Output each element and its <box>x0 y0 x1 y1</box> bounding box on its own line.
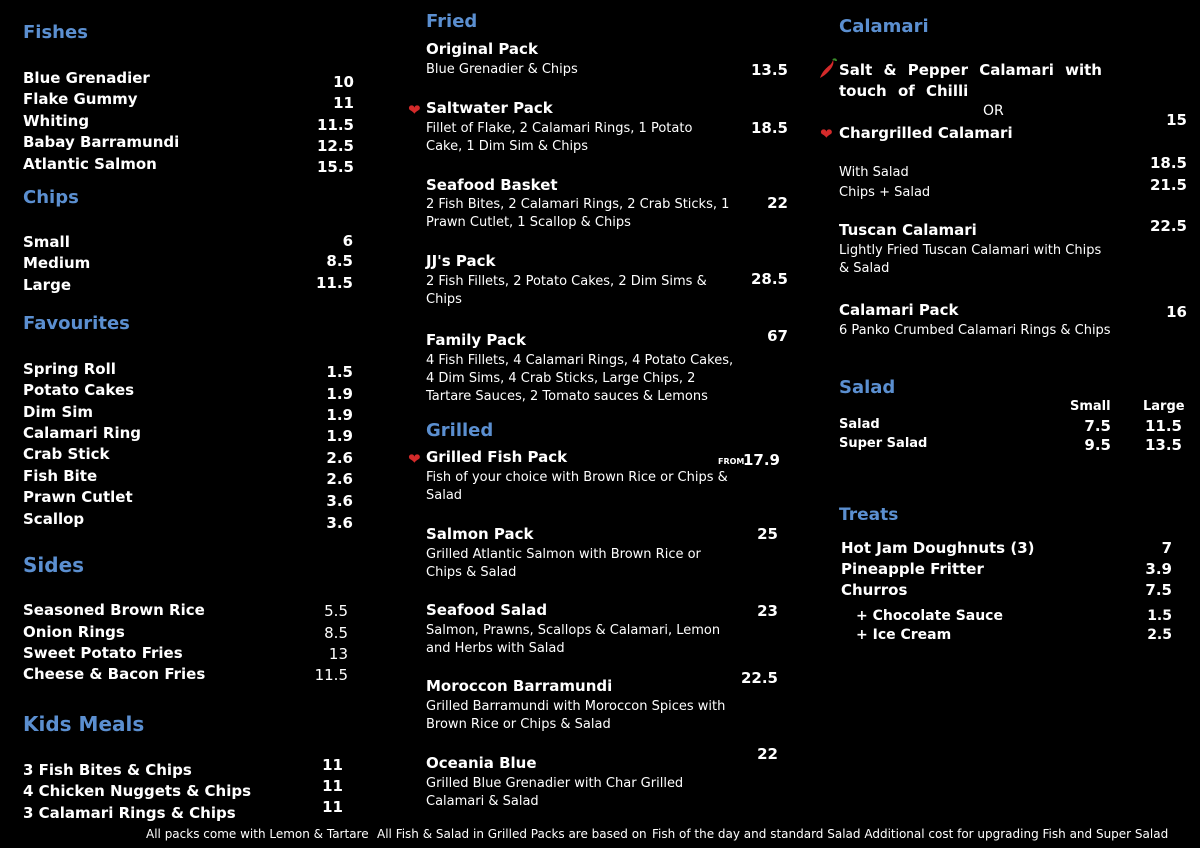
menu-item-name: Saltwater Pack <box>426 99 553 117</box>
list-item: Fish Bite <box>23 467 98 485</box>
list-item: Babay Barramundi <box>23 133 180 151</box>
item-price: 11 <box>322 777 343 795</box>
chilli-icon-svg <box>818 58 838 80</box>
heart-icon: ❤ <box>408 450 421 468</box>
sides-heading: Sides <box>23 553 85 577</box>
list-item: Crab Stick <box>23 445 110 463</box>
menu-item-desc: 2 Fish Bites, 2 Calamari Rings, 2 Crab Sticks, 1 Prawn Cutlet, 1 Scallop & Chips <box>426 197 730 230</box>
item-price: 6 <box>342 232 353 250</box>
list-item: Dim Sim <box>23 403 94 421</box>
heart-icon: ❤ <box>408 101 421 119</box>
item-price: 1.9 <box>326 406 353 424</box>
item-price: 18.5 <box>750 119 788 137</box>
item-price: 3.6 <box>326 492 353 510</box>
chips-heading: Chips <box>23 187 79 208</box>
menu-item-desc: Grilled Atlantic Salmon with Brown Rice or Chips & Salad <box>426 547 701 580</box>
menu-item-name: Grilled Fish Pack <box>426 448 568 466</box>
item-price: 13 <box>328 645 348 663</box>
list-item: Whiting <box>23 112 90 130</box>
chargrilled-calamari: Chargrilled Calamari <box>839 124 1013 142</box>
item-price: 10 <box>333 73 354 91</box>
item-price: 23 <box>757 602 778 620</box>
item-price: 22 <box>767 194 788 212</box>
item-price: 13.5 <box>750 61 788 79</box>
menu-item-desc: 4 Fish Fillets, 4 Calamari Rings, 4 Potato Cakes, 4 Dim Sims, 4 Crab Sticks, Large Chips, 2 Tartare Sauces, 2 Tomato sauces & Lemons <box>426 353 734 404</box>
menu-item-desc: Fish of your choice with Brown Rice or Chips & Salad <box>426 470 728 503</box>
menu-item-name: Seafood Basket <box>426 176 558 194</box>
item-price: 5.5 <box>324 602 348 620</box>
item-price: 67 <box>767 327 788 345</box>
salad-small-price: 9.5 <box>1084 436 1111 454</box>
item-price: 11.5 <box>314 666 348 684</box>
item-price: 25 <box>757 525 778 543</box>
salad-large-price: 13.5 <box>1144 436 1182 454</box>
item-price: 1.5 <box>326 363 353 381</box>
list-item: Calamari Ring <box>23 424 142 442</box>
item-price: 17.9 <box>742 451 780 469</box>
table-row: Salad <box>839 417 880 432</box>
item-price: 1.5 <box>1147 608 1172 624</box>
menu-item-name: Moroccon Barramundi <box>426 677 613 695</box>
with-salad-label: With Salad <box>839 165 909 180</box>
item-price: 1.9 <box>326 385 353 403</box>
list-item: + Chocolate Sauce <box>856 608 1003 624</box>
salad-large-price: 11.5 <box>1144 417 1182 435</box>
menu-item-name: JJ's Pack <box>426 252 496 270</box>
list-item: Scallop <box>23 510 85 528</box>
item-price: 2.6 <box>326 470 353 488</box>
menu-item-desc: Salmon, Prawns, Scallops & Calamari, Lemon and Herbs with Salad <box>426 623 721 656</box>
salad-col-small: Small <box>1070 399 1111 414</box>
menu-item-desc: 6 Panko Crumbed Calamari Rings & Chips <box>839 323 1111 338</box>
item-price: 15.5 <box>316 158 354 176</box>
footer-note: Fish of the day and standard Salad Additional cost for upgrading Fish and Super Salad <box>652 827 1169 841</box>
item-price: 18.5 <box>1149 154 1187 172</box>
footer-note: All Fish & Salad in Grilled Packs are based on <box>377 827 647 841</box>
or-label: OR <box>983 103 1004 119</box>
fishes-heading: Fishes <box>23 22 88 43</box>
item-price: 12.5 <box>316 137 354 155</box>
item-price: 11 <box>322 798 343 816</box>
salad-heading: Salad <box>839 377 896 398</box>
list-item: Small <box>23 233 70 251</box>
item-price: 11.5 <box>316 116 354 134</box>
item-price: 22.5 <box>740 669 778 687</box>
menu-item-name: Oceania Blue <box>426 754 537 772</box>
menu-item-desc: 2 Fish Fillets, 2 Potato Cakes, 2 Dim Sims & Chips <box>426 274 707 307</box>
list-item: 3 Fish Bites & Chips <box>23 761 192 779</box>
item-price: 8.5 <box>326 252 353 270</box>
list-item: Churros <box>841 581 908 599</box>
menu-item-name: Salmon Pack <box>426 525 534 543</box>
list-item: Flake Gummy <box>23 90 138 108</box>
item-price: 11.5 <box>315 274 353 292</box>
fried-heading: Fried <box>426 11 478 32</box>
menu-item-desc: Fillet of Flake, 2 Calamari Rings, 1 Potato Cake, 1 Dim Sim & Chips <box>426 121 693 154</box>
calamari-heading: Calamari <box>839 16 929 37</box>
item-price: 22 <box>757 745 778 763</box>
item-price: 8.5 <box>324 624 348 642</box>
list-item: Medium <box>23 254 91 272</box>
from-label: FROM <box>718 457 745 466</box>
list-item: Spring Roll <box>23 360 116 378</box>
menu-item-name: Original Pack <box>426 40 538 58</box>
heart-icon: ❤ <box>820 125 833 143</box>
salad-small-price: 7.5 <box>1084 417 1111 435</box>
item-price: 16 <box>1166 303 1187 321</box>
kids-meals-heading: Kids Meals <box>23 712 145 736</box>
menu-item-desc: Grilled Blue Grenadier with Char Grilled Calamari & Salad <box>426 776 684 809</box>
list-item: Potato Cakes <box>23 381 135 399</box>
menu-item-desc: Grilled Barramundi with Moroccon Spices with Brown Rice or Chips & Salad <box>426 699 726 732</box>
item-price: 7.5 <box>1145 581 1172 599</box>
item-price: 1.9 <box>326 427 353 445</box>
list-item: Pineapple Fritter <box>841 560 984 578</box>
list-item: Onion Rings <box>23 623 125 641</box>
list-item: Seasoned Brown Rice <box>23 601 205 619</box>
menu-item-name: Family Pack <box>426 331 526 349</box>
footer-note: All packs come with Lemon & Tartare <box>146 827 369 841</box>
list-item: Blue Grenadier <box>23 69 150 87</box>
item-price: 28.5 <box>750 270 788 288</box>
treats-heading: Treats <box>839 505 899 525</box>
salad-col-large: Large <box>1143 399 1185 414</box>
chilli-icon <box>818 58 838 84</box>
item-price: 2.6 <box>326 449 353 467</box>
menu-item-name: Calamari Pack <box>839 301 959 319</box>
menu-item-desc: Lightly Fried Tuscan Calamari with Chips & Salad <box>839 243 1102 276</box>
list-item: 4 Chicken Nuggets & Chips <box>23 782 252 800</box>
list-item: + Ice Cream <box>856 627 952 643</box>
item-price: 21.5 <box>1149 176 1187 194</box>
favourites-heading: Favourites <box>23 313 130 334</box>
chips-salad-label: Chips + Salad <box>839 185 931 200</box>
grilled-heading: Grilled <box>426 420 494 441</box>
item-price: 2.5 <box>1147 627 1172 643</box>
item-price: 7 <box>1161 539 1172 557</box>
table-row: Super Salad <box>839 436 928 451</box>
item-price: 15 <box>1166 111 1187 129</box>
salt-pepper-calamari: Salt & Pepper Calamari with touch of Chilli <box>839 61 1102 100</box>
list-item: Cheese & Bacon Fries <box>23 665 206 683</box>
item-price: 22.5 <box>1149 217 1187 235</box>
item-price: 11 <box>322 756 343 774</box>
menu-item-desc: Blue Grenadier & Chips <box>426 62 578 77</box>
item-price: 3.9 <box>1145 560 1172 578</box>
list-item: Sweet Potato Fries <box>23 644 183 662</box>
list-item: Prawn Cutlet <box>23 488 133 506</box>
list-item: Atlantic Salmon <box>23 155 157 173</box>
item-price: 3.6 <box>326 514 353 532</box>
list-item: Large <box>23 276 71 294</box>
menu-item-name: Tuscan Calamari <box>839 221 977 239</box>
item-price: 11 <box>333 94 354 112</box>
list-item: Hot Jam Doughnuts (3) <box>841 539 1035 557</box>
list-item: 3 Calamari Rings & Chips <box>23 804 236 822</box>
menu-item-name: Seafood Salad <box>426 601 548 619</box>
